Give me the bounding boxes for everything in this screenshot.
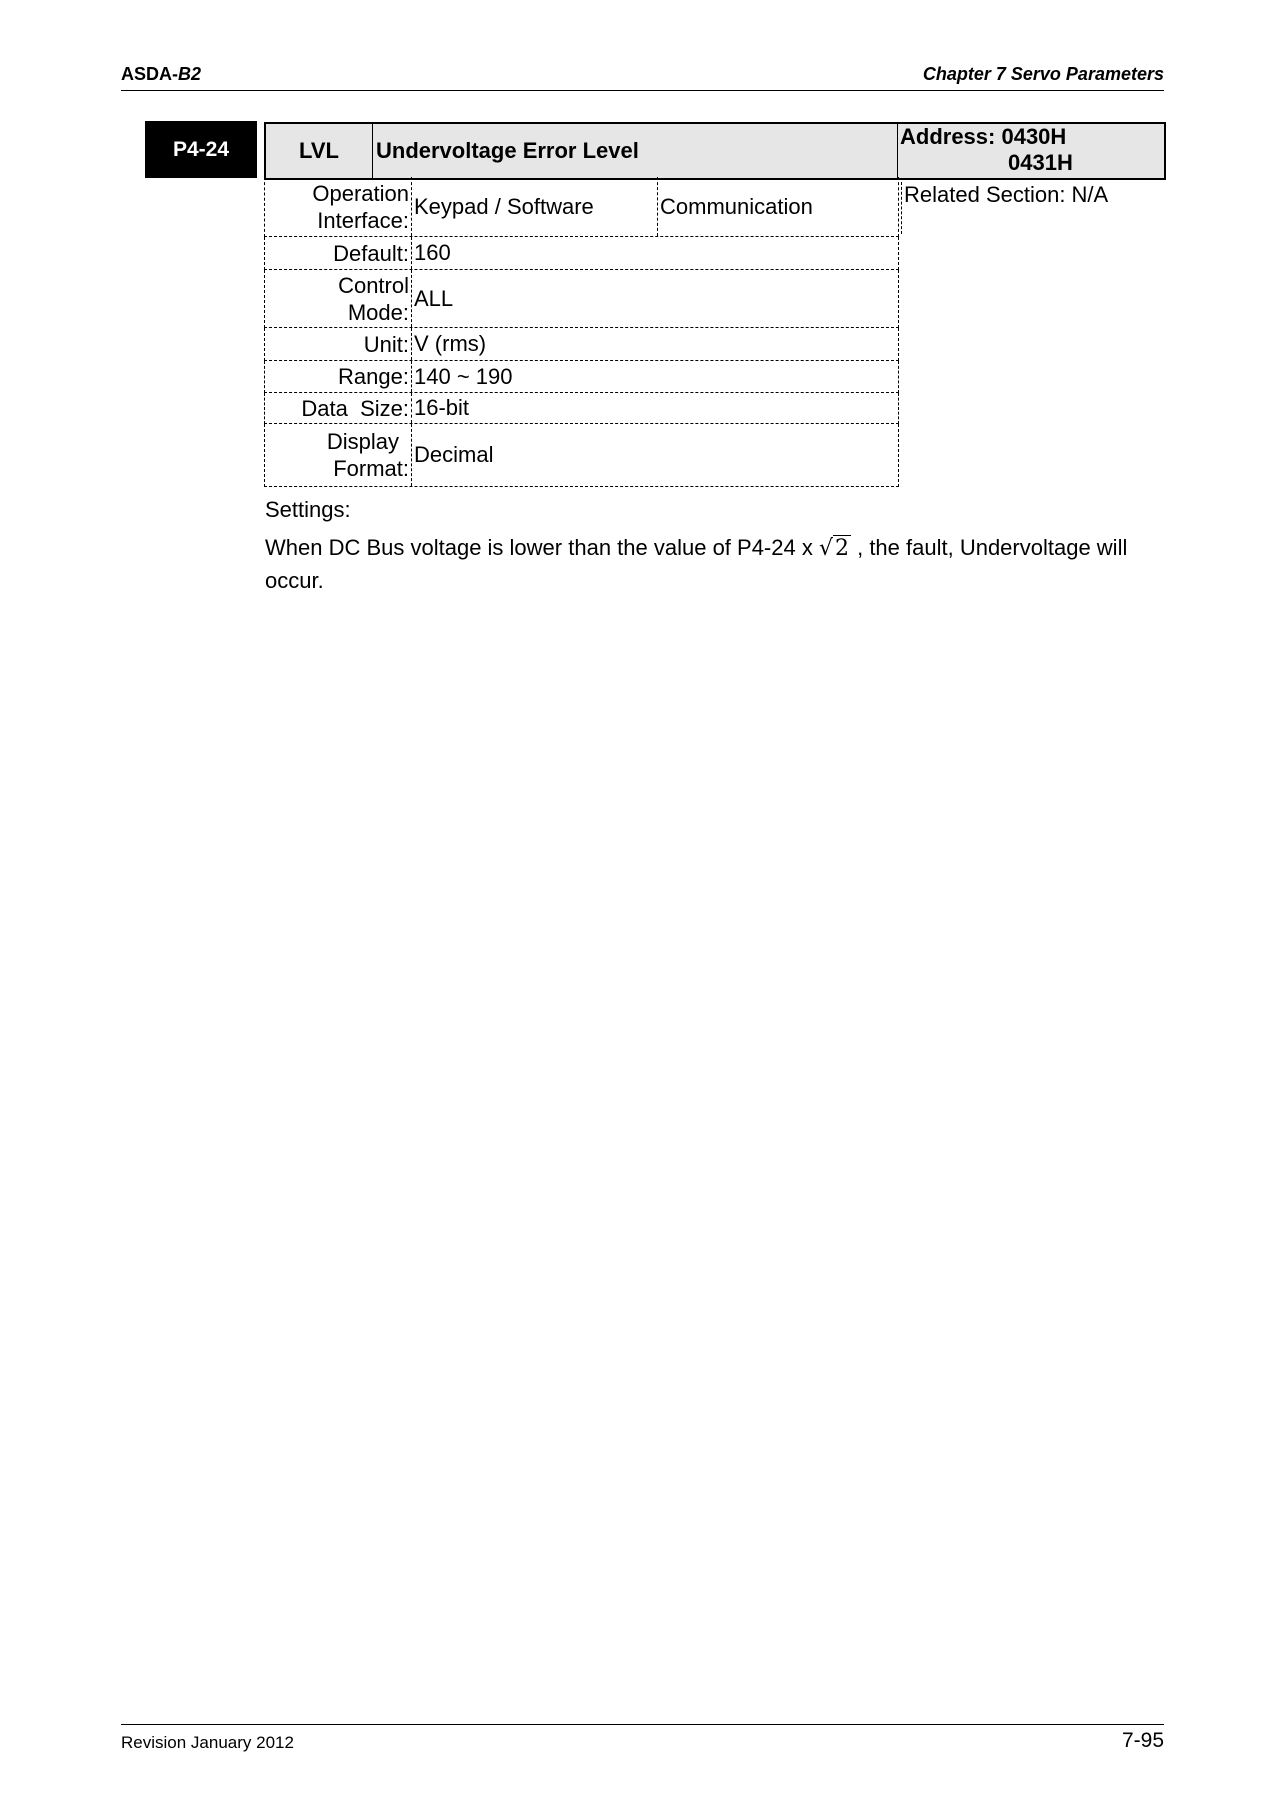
sqrt-symbol: √ xyxy=(818,536,833,561)
label-line: Control xyxy=(338,272,409,298)
related-section: Related Section: N/A xyxy=(901,182,1108,234)
sqrt-radicand: 2 xyxy=(834,536,849,561)
row-label: Default: xyxy=(265,237,412,269)
label-line: Display xyxy=(326,429,399,454)
parameter-attributes-table xyxy=(264,177,899,487)
address-line-2: 0431H xyxy=(1008,150,1073,175)
row-value: 16-bit xyxy=(414,395,470,420)
settings-heading: Settings: xyxy=(265,497,351,522)
header-divider xyxy=(121,90,1164,91)
parameter-id-badge: P4-24 xyxy=(145,121,257,178)
row-label: Range: xyxy=(265,361,412,392)
row-label: Unit: xyxy=(265,328,412,360)
parameter-abbr: LVL xyxy=(266,124,373,178)
header-product-prefix: ASDA- xyxy=(121,64,178,84)
label-line: Interface: xyxy=(317,207,409,233)
row-label xyxy=(265,270,412,327)
settings-text: When DC Bus voltage is lower than the value of P4-24 x xyxy=(265,535,819,560)
interface-keypad: Keypad / Software xyxy=(412,177,658,236)
page-number: 7-95 xyxy=(1121,1729,1164,1752)
row-value: 160 xyxy=(414,240,451,265)
row-label xyxy=(265,177,412,236)
header-product xyxy=(121,64,201,85)
row-display-format xyxy=(264,424,899,487)
address-line-1: Address: 0430H xyxy=(900,124,1067,149)
label-line: Format: xyxy=(333,456,409,481)
row-unit xyxy=(264,328,899,361)
row-label: Data Size: xyxy=(265,393,412,423)
row-value: Decimal xyxy=(414,442,494,467)
label-line: Mode: xyxy=(347,299,409,325)
row-label xyxy=(265,424,412,486)
interface-communication: Communication xyxy=(660,193,813,219)
footer-revision: Revision January 2012 xyxy=(121,1733,294,1752)
parameter-address xyxy=(897,124,1164,178)
footer-divider xyxy=(121,1724,1164,1725)
row-value: V (rms) xyxy=(414,331,487,356)
row-value: 140 ~ 190 xyxy=(414,363,513,389)
label-line: Operation xyxy=(312,180,409,206)
row-control-mode xyxy=(264,270,899,328)
row-range xyxy=(264,361,899,393)
row-default xyxy=(264,237,899,270)
settings-text: , the fault, Undervoltage will occur. xyxy=(265,535,1128,593)
settings-description xyxy=(265,532,1165,597)
parameter-name: Undervoltage Error Level xyxy=(376,138,639,163)
header-chapter: Chapter 7 Servo Parameters xyxy=(922,64,1164,84)
row-operation-interface xyxy=(264,177,899,237)
parameter-title-row xyxy=(264,122,1166,180)
header-product-model: B2 xyxy=(178,64,202,84)
sqrt-expression xyxy=(819,533,851,565)
row-value: ALL xyxy=(414,285,454,311)
row-data-size xyxy=(264,393,899,424)
